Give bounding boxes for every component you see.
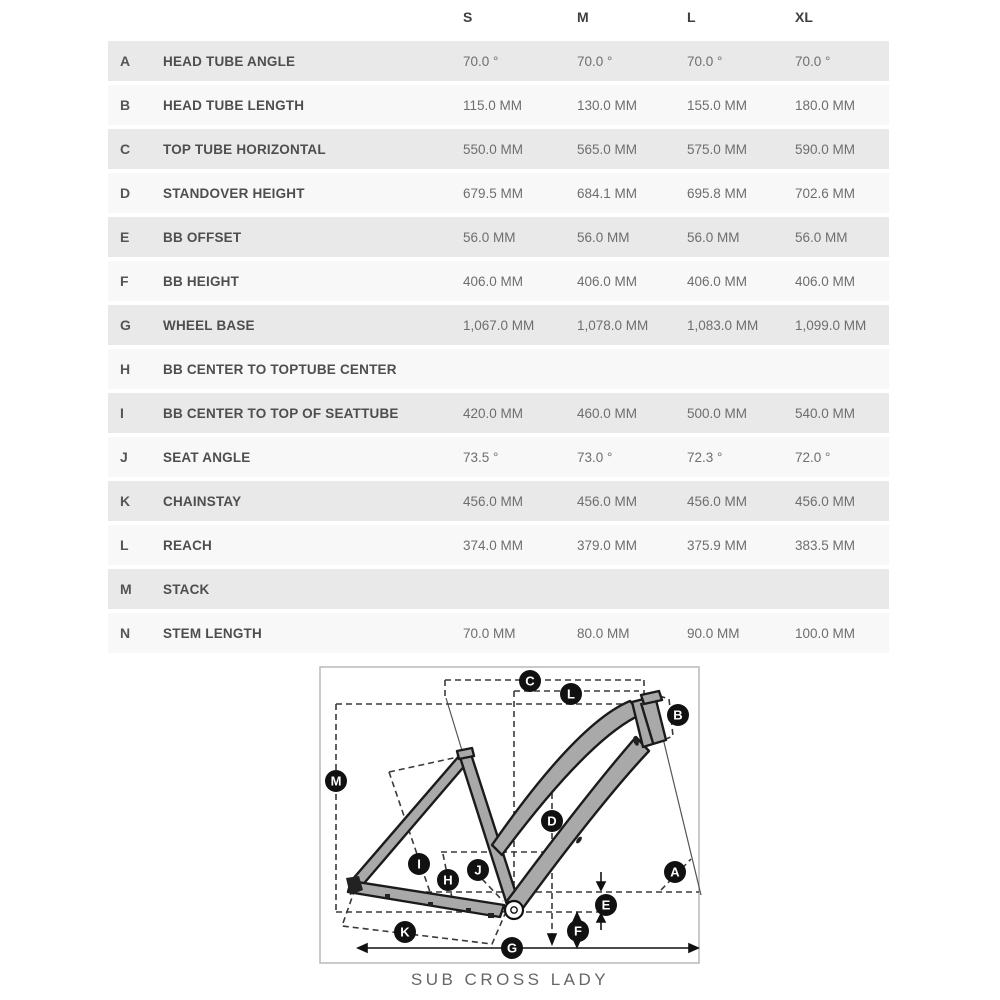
row-value-s: 406.0 MM: [463, 273, 524, 289]
table-row: [108, 613, 889, 653]
seat-tube-cap: [457, 748, 474, 759]
row-value-s: 420.0 MM: [463, 405, 524, 421]
row-value-s: 1,067.0 MM: [463, 317, 535, 333]
row-letter: F: [120, 273, 129, 289]
table-header-row: [108, 0, 889, 34]
row-value-s: 73.5 °: [463, 449, 499, 465]
svg-text:G: G: [506, 940, 518, 956]
row-value-m: 460.0 MM: [577, 405, 638, 421]
row-letter: A: [120, 53, 131, 69]
svg-text:F: F: [574, 923, 582, 939]
marker-b: [667, 704, 689, 726]
table-row: [108, 481, 889, 521]
row-value-xl: 702.6 MM: [795, 185, 856, 201]
row-value-l: 1,083.0 MM: [687, 317, 759, 333]
row-value-l: 575.0 MM: [687, 141, 748, 157]
row-value-xl: 540.0 MM: [795, 405, 856, 421]
row-letter: D: [120, 185, 131, 201]
svg-text:B: B: [673, 707, 683, 723]
row-letter: E: [120, 229, 130, 245]
table-row: [108, 217, 889, 257]
row-value-s: 115.0 MM: [463, 97, 523, 113]
row-label: TOP TUBE HORIZONTAL: [163, 141, 326, 157]
row-value-xl: 1,099.0 MM: [795, 317, 867, 333]
row-value-xl: 70.0 °: [795, 53, 831, 69]
row-value-m: 456.0 MM: [577, 493, 638, 509]
row-value-xl: 590.0 MM: [795, 141, 856, 157]
row-letter: L: [120, 537, 129, 553]
row-value-s: 550.0 MM: [463, 141, 524, 157]
table-row: [108, 85, 889, 125]
marker-g: [501, 937, 523, 959]
table-row: [108, 173, 889, 213]
row-value-l: 70.0 °: [687, 53, 723, 69]
row-letter: C: [120, 141, 131, 157]
row-value-l: 695.8 MM: [687, 185, 748, 201]
svg-text:A: A: [670, 864, 680, 880]
row-letter: B: [120, 97, 131, 113]
row-label: STANDOVER HEIGHT: [163, 185, 305, 201]
row-value-m: 684.1 MM: [577, 185, 638, 201]
row-value-l: 406.0 MM: [687, 273, 748, 289]
table-row: [108, 437, 889, 477]
row-value-m: 130.0 MM: [577, 97, 638, 113]
svg-text:J: J: [474, 862, 482, 878]
marker-m: [325, 770, 347, 792]
marker-a: [664, 861, 686, 883]
row-label: BB CENTER TO TOP OF SEATTUBE: [163, 405, 399, 421]
row-letter: H: [120, 361, 131, 377]
svg-text:K: K: [400, 924, 410, 940]
row-value-s: 374.0 MM: [463, 537, 524, 553]
row-letter: K: [120, 493, 131, 509]
row-label: CHAINSTAY: [163, 493, 242, 509]
table-row: [108, 569, 889, 609]
svg-text:I: I: [417, 856, 421, 872]
marker-l: [560, 683, 582, 705]
row-value-s: 70.0 MM: [463, 625, 516, 641]
table-row: [108, 261, 889, 301]
row-label: STACK: [163, 581, 210, 597]
marker-c: [519, 670, 541, 692]
row-value-xl: 180.0 MM: [795, 97, 856, 113]
svg-text:L: L: [567, 686, 575, 702]
geometry-table: [108, 0, 889, 657]
row-letter: I: [120, 405, 124, 421]
row-value-xl: 56.0 MM: [795, 229, 848, 245]
row-value-m: 70.0 °: [577, 53, 613, 69]
row-value-xl: 383.5 MM: [795, 537, 856, 553]
row-value-m: 565.0 MM: [577, 141, 638, 157]
diagram-caption: SUB CROSS LADY: [410, 970, 610, 989]
marker-e: [595, 894, 617, 916]
row-value-l: 90.0 MM: [687, 625, 740, 641]
row-value-s: 679.5 MM: [463, 185, 524, 201]
row-value-l: 375.9 MM: [687, 537, 748, 553]
row-value-xl: 72.0 °: [795, 449, 831, 465]
column-header-l: L: [687, 9, 696, 25]
bike-frame: [348, 691, 666, 917]
row-label: SEAT ANGLE: [163, 449, 251, 465]
row-value-l: 72.3 °: [687, 449, 723, 465]
row-value-m: 379.0 MM: [577, 537, 638, 553]
row-value-s: 56.0 MM: [463, 229, 516, 245]
row-value-m: 1,078.0 MM: [577, 317, 649, 333]
column-header-xl: XL: [795, 9, 813, 25]
row-letter: M: [120, 581, 132, 597]
row-value-s: 70.0 °: [463, 53, 499, 69]
row-letter: J: [120, 449, 128, 465]
row-value-l: 155.0 MM: [687, 97, 748, 113]
svg-text:D: D: [547, 813, 557, 829]
marker-j: [467, 859, 489, 881]
table-row: [108, 393, 889, 433]
row-value-xl: 456.0 MM: [795, 493, 856, 509]
row-value-xl: 100.0 MM: [795, 625, 856, 641]
marker-d: [541, 810, 563, 832]
table-row: [108, 129, 889, 169]
row-value-l: 56.0 MM: [687, 229, 740, 245]
row-label: BB HEIGHT: [163, 273, 240, 289]
table-row: [108, 305, 889, 345]
row-value-m: 56.0 MM: [577, 229, 630, 245]
row-value-m: 73.0 °: [577, 449, 613, 465]
row-value-xl: 406.0 MM: [795, 273, 856, 289]
row-value-l: 456.0 MM: [687, 493, 748, 509]
marker-i: [408, 853, 430, 875]
row-value-s: 456.0 MM: [463, 493, 524, 509]
svg-text:C: C: [525, 673, 535, 689]
frame-geometry-diagram: [318, 660, 702, 966]
table-row: [108, 349, 889, 389]
row-label: WHEEL BASE: [163, 317, 255, 333]
bottom-bracket: [505, 901, 523, 919]
marker-h: [437, 869, 459, 891]
svg-text:M: M: [330, 773, 342, 789]
marker-f: [567, 920, 589, 942]
column-header-s: S: [463, 9, 473, 25]
svg-text:E: E: [601, 897, 611, 913]
table-row: [108, 525, 889, 565]
svg-text:H: H: [443, 872, 453, 888]
row-letter: G: [120, 317, 131, 333]
row-label: HEAD TUBE ANGLE: [163, 53, 296, 69]
row-label: STEM LENGTH: [163, 625, 262, 641]
row-label: REACH: [163, 537, 213, 553]
bike-frame-drawing: [318, 660, 702, 966]
row-value-l: 500.0 MM: [687, 405, 748, 421]
column-header-m: M: [577, 9, 589, 25]
row-label: BB OFFSET: [163, 229, 242, 245]
row-label: BB CENTER TO TOPTUBE CENTER: [163, 361, 397, 377]
row-label: HEAD TUBE LENGTH: [163, 97, 305, 113]
row-value-m: 80.0 MM: [577, 625, 630, 641]
marker-k: [394, 921, 416, 943]
row-letter: N: [120, 625, 131, 641]
table-row: [108, 41, 889, 81]
row-value-m: 406.0 MM: [577, 273, 638, 289]
